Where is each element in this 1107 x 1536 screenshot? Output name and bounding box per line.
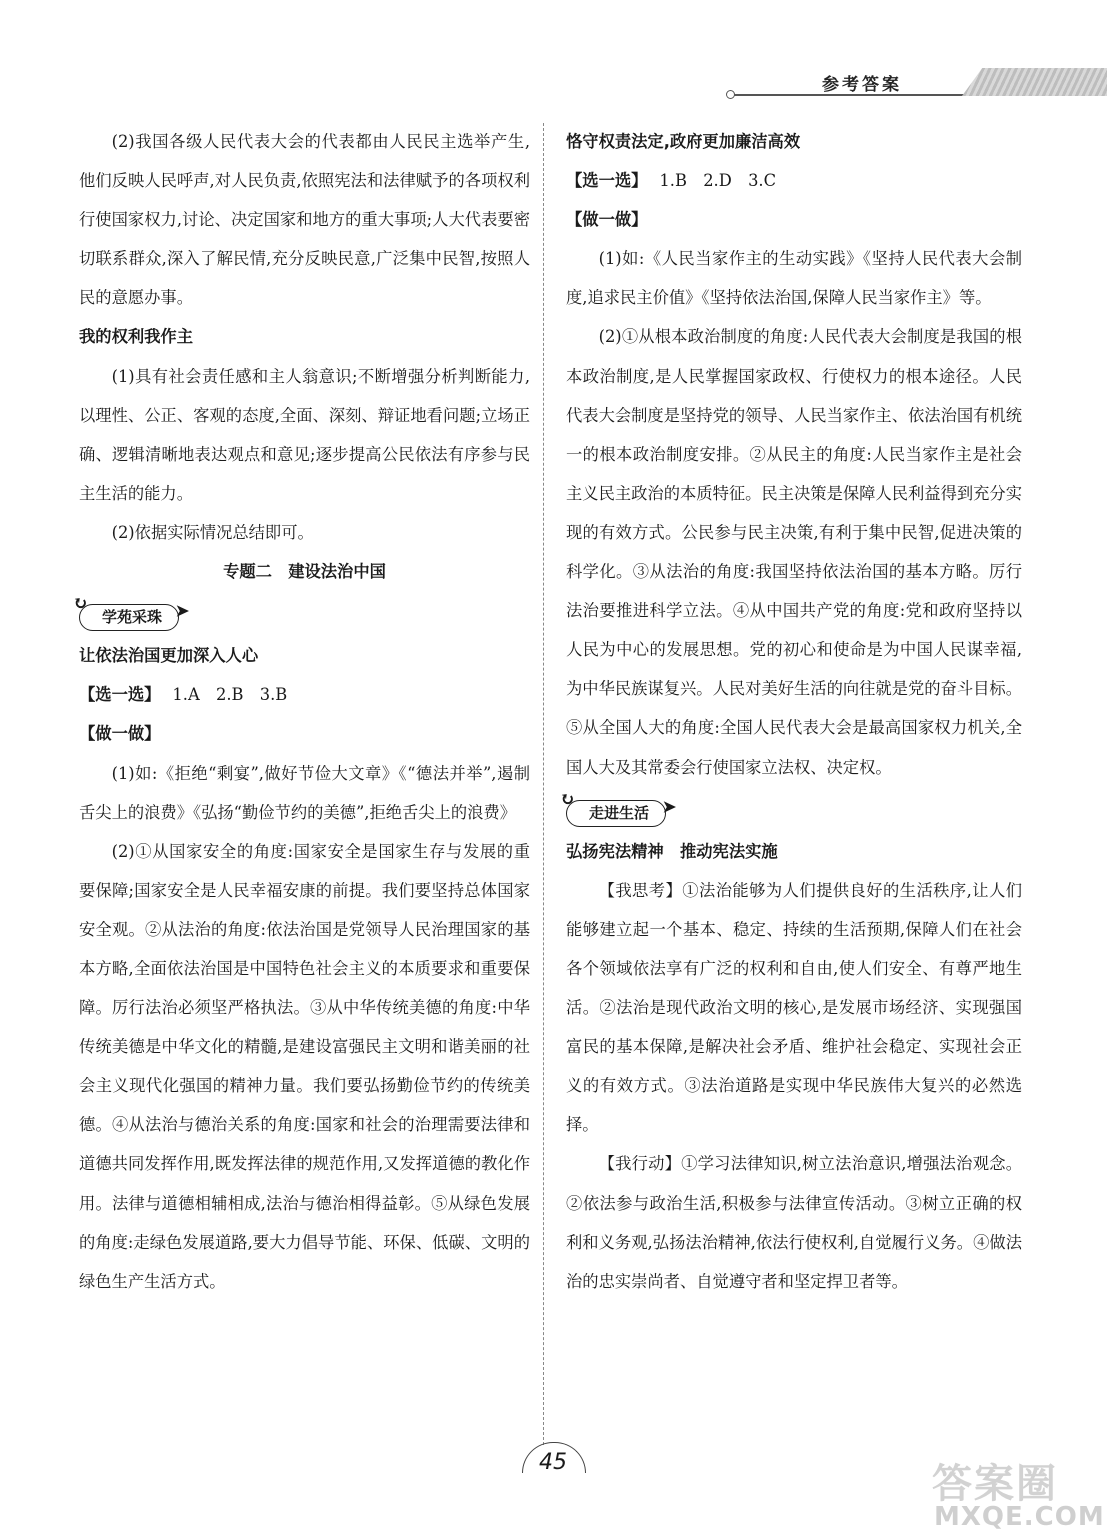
select-answers: 1.B 2.D 3.C (659, 171, 777, 191)
badge-label: 走进生活 (566, 800, 666, 827)
left-select-row (79, 675, 530, 714)
topic-title: 专题二 建设法治中国 (223, 562, 386, 582)
right-heading-government: 恪守权责法定,政府更加廉洁高效 (566, 132, 801, 151)
page-number (520, 1442, 590, 1486)
badge-label: 学苑采珠 (79, 604, 179, 631)
badge-zoujin (560, 788, 677, 822)
badge-curl-icon: ↻ (560, 788, 576, 810)
left-heading-rights: 我的权利我作主 (79, 327, 193, 347)
watermark-logo (930, 1452, 1105, 1536)
do-label: 【做一做】 (79, 724, 161, 744)
watermark-line-2: MXQE.COM (934, 1502, 1105, 1532)
watermark-line-1: 答案圈 (932, 1461, 1058, 1507)
right-paragraph-1: (1)如:《人民当家作主的生动实践》《坚持人民代表大会制度,追求民主价值》《坚持依法治国,保障人民当家作主》等。 (566, 249, 1022, 308)
left-heading-rule-of-law: 让依法治国更加深入人心 (79, 646, 259, 666)
left-paragraph-1: (2)我国各级人民代表大会的代表都由人民民主选举产生,他们反映人民呼声,对人民负责,依照宪法和法律赋予的各项权利行使国家权力,讨论、决定国家和地方的重大事项;人大代表要密切联系群众,深入了解民情,充分反映民意,广泛集中民智,按照人民的意愿办事。 (79, 132, 530, 308)
left-paragraph-2: (1)具有社会责任感和主人翁意识;不断增强分析判断能力,以理性、公正、客观的态度,全面、深刻、辩证地看问题;立场正确、逻辑清晰地表达观点和意见;逐步提高公民依法有序参与民主生活的能力。 (79, 366, 530, 503)
right-paragraph-4: 【我行动】①学习法律知识,树立法治意识,增强法治观念。②依法参与政治生活,积极参与法律宣传活动。③树立正确的权利和义务观,弘扬法治精神,依法行使权利,自觉履行义务。④做法治的忠实崇尚者、自觉遵守者和坚定捍卫者等。 (566, 1154, 1022, 1291)
page-header (726, 66, 1107, 102)
column-divider (543, 123, 544, 1445)
left-paragraph-3: (2)依据实际情况总结即可。 (111, 522, 314, 542)
right-heading-constitution: 弘扬宪法精神 推动宪法实施 (566, 841, 778, 861)
badge-curl-icon: ↻ (73, 593, 89, 615)
header-title: 参考答案 (822, 75, 902, 95)
badge-xueyuan (73, 593, 190, 627)
right-column (560, 122, 1022, 1301)
page-number-text: 45 (539, 1450, 567, 1475)
badge-arrow-icon: ➤ (175, 601, 190, 621)
left-column (73, 122, 530, 1301)
right-paragraph-3: 【我思考】①法治能够为人们提供良好的生活秩序,让人们能够建立起一个基本、稳定、持续的生活预期,保障人们在社会各个领域依法享有广泛的权利和自由,使人们安全、有尊严地生活。②法治是现代政治文明的核心,是发展市场经济、实现强国富民的基本保障,是解决社会矛盾、维护社会稳定、实现社会正义的有效方式。③法治道路是实现中华民族伟大复兴的必然选择。 (566, 880, 1022, 1135)
select-label: 【选一选】 (79, 685, 161, 705)
right-select-row (566, 161, 1022, 200)
left-paragraph-4: (1)如:《拒绝“剩宴”,做好节俭大文章》《“德法并举”,遏制舌尖上的浪费》《弘扬“勤俭节约的美德”,拒绝舌尖上的浪费》 (79, 763, 530, 822)
select-answers: 1.A 2.B 3.B (172, 685, 288, 705)
right-paragraph-2: (2)①从根本政治制度的角度:人民代表大会制度是我国的根本政治制度,是人民掌握国家政权、行使权力的根本途径。人民代表大会制度是坚持党的领导、人民当家作主、依法治国有机统一的根本政治制度安排。②从民主的角度:人民当家作主是社会主义民主政治的本质特征。民主决策是保障人民利益得到充分实现的有效方式。公民参与民主决策,有利于集中民智,促进决策的科学化。③从法治的角度:我国坚持依法治国的基本方略。厉行法治要推进科学立法。④从中国共产党的角度:党和政府坚持以人民为中心的发展思想。党的初心和使命是为中国人民谋幸福,为中华民族谋复兴。人民对美好生活的向往就是党的奋斗目标。⑤从全国人大的角度:全国人民代表大会是最高国家权力机关,全国人大及其常委会行使国家立法权、决定权。 (566, 327, 1022, 777)
select-label: 【选一选】 (566, 171, 648, 191)
header-band (962, 68, 1107, 96)
badge-arrow-icon: ➤ (662, 796, 677, 816)
left-paragraph-5: (2)①从国家安全的角度:国家安全是国家生存与发展的重要保障;国家安全是人民幸福安康的前提。我们要坚持总体国家安全观。②从法治的角度:依法治国是党领导人民治理国家的基本方略,全面依法治国是中国特色社会主义的本质要求和重要保障。厉行法治必须坚严格执法。③从中华传统美德的角度:中华传统美德是中华文化的精髓,是建设富强民主文明和谐美丽的社会主义现代化强国的精神力量。我们要弘扬勤俭节约的传统美德。④从法治与德治关系的角度:国家和社会的治理需要法律和道德共同发挥作用,既发挥法律的规范作用,又发挥道德的教化作用。法律与道德相辅相成,法治与德治相得益彰。⑤从绿色发展的角度:走绿色发展道路,要大力倡导节能、环保、低碳、文明的绿色生产生活方式。 (79, 841, 530, 1291)
do-label: 【做一做】 (566, 210, 648, 230)
